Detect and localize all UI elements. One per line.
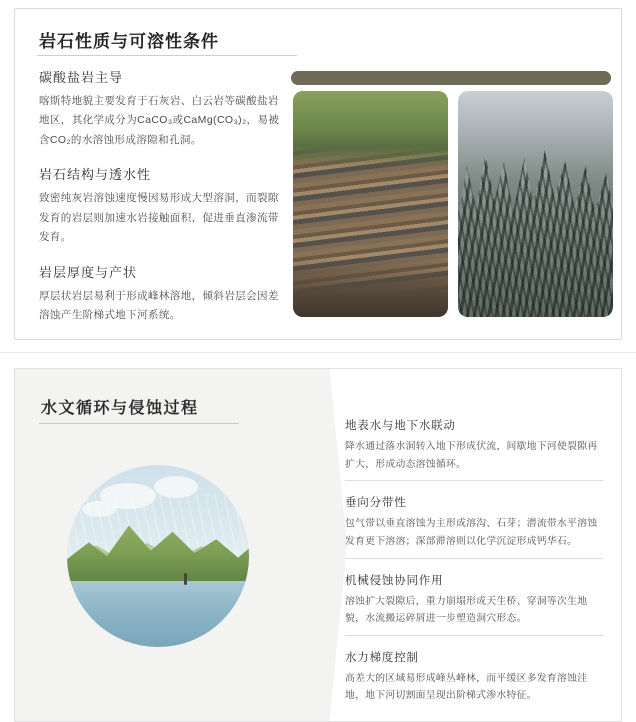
slide2-item bbox=[345, 494, 603, 558]
slide2-item-text: 溶蚀扩大裂隙后，重力崩塌形成天生桥、穿洞等次生地貌，水流搬运碎屑进一步塑造洞穴形态。 bbox=[345, 595, 588, 625]
slide1-block-heading: 碳酸盐岩主导 bbox=[39, 70, 124, 85]
slide-rock-properties bbox=[0, 0, 636, 350]
slide2-item-divider bbox=[345, 635, 603, 636]
slide2-item-divider bbox=[345, 480, 603, 481]
slide2-item-heading: 地表水与地下水联动 bbox=[345, 420, 456, 432]
slide2-item-heading: 机械侵蚀协同作用 bbox=[345, 574, 444, 587]
slide2-item-heading: 水力梯度控制 bbox=[345, 651, 419, 664]
slide2-title-underline bbox=[39, 423, 239, 424]
slide1-title: 岩石性质与可溶性条件 bbox=[39, 32, 219, 51]
slide1-frame bbox=[14, 8, 622, 340]
slide2-item bbox=[345, 649, 603, 705]
slide2-item-text: 包气带以垂直溶蚀为主形成溶沟、石芽；潜流带水平溶蚀发育更下溶溶；深部滞溶则以化学沉淀形成钙华石。 bbox=[345, 518, 598, 547]
slide1-accent-bar bbox=[291, 71, 611, 85]
slide2-item bbox=[345, 572, 603, 636]
slide1-block-heading: 岩石结构与透水性 bbox=[39, 167, 152, 183]
slide1-block bbox=[39, 67, 289, 150]
slide1-title-underline bbox=[37, 55, 297, 56]
slide1-block-text: 厚层状岩层易利于形成峰林溶地，倾斜岩层会因差溶蚀产生阶梯式地下河系统。 bbox=[39, 289, 279, 321]
mountain-rain-water-cycle-illustration bbox=[67, 465, 249, 647]
water-body-shape bbox=[67, 581, 249, 647]
slide2-item bbox=[345, 417, 603, 481]
slide1-block-text: 喀斯特地貌主要发育于石灰岩、白云岩等碳酸盐岩地区，其化学成分为CaCO₃或CaMg(CO₃)₂，易被含CO₂的水溶蚀形成溶隙和孔洞。 bbox=[39, 95, 280, 146]
slide2-item-divider bbox=[345, 558, 603, 559]
slide-hydrologic-cycle bbox=[0, 360, 636, 722]
slide2-item-text: 降水通过落水洞转入地下形成伏流，间歇地下河使裂隙再扩大，形成动态溶蚀循环。 bbox=[345, 441, 598, 470]
slide2-arrow-shape bbox=[301, 369, 347, 721]
slide1-photo-row bbox=[293, 91, 613, 317]
slide1-text-column bbox=[39, 67, 289, 339]
slide1-block-heading: 岩层厚度与产状 bbox=[39, 264, 138, 280]
slide2-item-heading: 垂向分带性 bbox=[345, 497, 407, 510]
slide2-title: 水文循环与侵蚀过程 bbox=[41, 400, 199, 417]
slide1-block bbox=[39, 262, 289, 326]
slide1-block bbox=[39, 164, 289, 247]
layered-rock-photo bbox=[293, 91, 448, 317]
slide1-block-text: 致密纯灰岩溶蚀速度慢因易形成大型溶洞，而裂隙发育的岩层则加速水岩接触面积，促进垂直渗流带发育。 bbox=[39, 192, 279, 244]
slide2-item-text: 高差大的区域易形成峰丛峰林，而平缓区多发育溶蚀洼地，地下河切割面呈现出阶梯式渗水特征。 bbox=[345, 672, 588, 702]
person-figure-icon bbox=[184, 573, 187, 585]
slide2-frame bbox=[14, 368, 622, 722]
karst-pinnacle-photo bbox=[458, 91, 613, 317]
slide2-text-column bbox=[345, 417, 603, 718]
